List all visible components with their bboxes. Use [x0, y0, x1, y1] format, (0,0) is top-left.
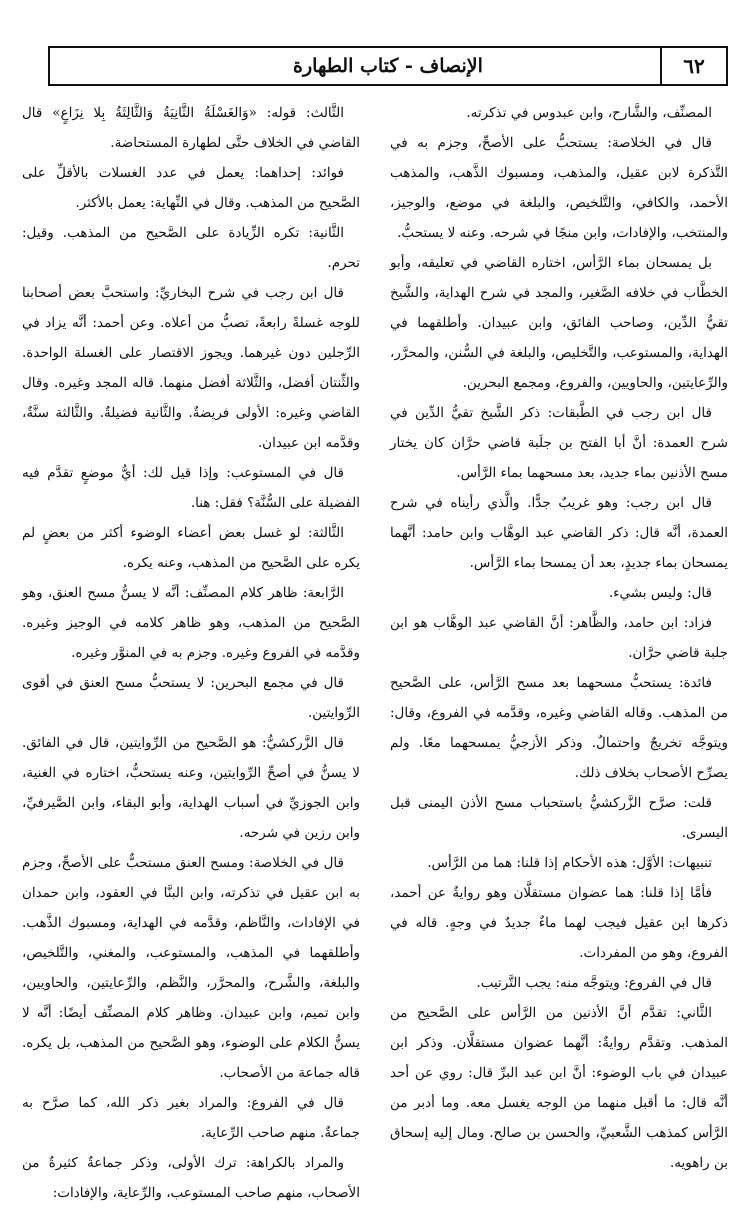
paragraph: قال ابن رجب في شرح البخاريِّ: واستحبَّ بعض أصحابنا للوجه غسلةً رابعةً، تصبُّ من أعلاه. وعن أحمد: أنَّه يزاد في الرِّجلين دون غيرهما. ويجوز الاقتصار على الغسلة الواحدة. والثِّنتان أفضل، والثَّلاثة أفضل منهما. قاله المجد وغيره. وقال القاضي وغيره: الأولى فريضةٌ. والثَّانية فضيلةٌ. والثَّالثة سنَّةٌ، وقدَّمه ابن عبيدان.	[22, 285, 360, 451]
left-column	[22, 98, 360, 1201]
paragraph: فأمَّا إذا قلنا: هما عضوان مستقلَّان وهو روايةٌ عن أحمد، ذكرها ابن عقيل فيجب لهما ماءٌ جديدٌ في وجهٍ. قاله في الفروع، وهو من المفردات.	[390, 885, 728, 961]
paragraph: الثَّاني: تقدَّم أنَّ الأذنين من الرَّأس على الصَّحيح من المذهب. وتقدَّم روايةٌ: أنَّهما عضوان مستقلَّان. وذكر ابن عبيدان في باب الوضوء: أنَّ ابن عبد البرِّ قال: روي عن أحد أنَّه قال: ما أقبل منهما من الوجه يغسل معه. وما أدبر من الرَّأس كمذهب الشَّعبيِّ، والحسن بن صالح. ومال إليه إسحاق بن راهويه.	[390, 1005, 728, 1171]
paragraph: والمراد بالكراهة: ترك الأولى، وذكر جماعةٌ كثيرةٌ من الأصحاب، منهم صاحب المستوعب، والرِّعاية، والإفادات:	[22, 1155, 360, 1201]
paragraph: فوائد: إحداهما: يعمل في عدد الغسلات بالأقلِّ على الصَّحيح من المذهب. وقال في النِّهاية: يعمل بالأكثر.	[22, 165, 360, 211]
paragraph: بل يمسحان بماء الرَّأس، اختاره القاضي في تعليقه، وأبو الخطَّاب في خلافه الصَّغير، والمجد في شرح الهداية، والشَّيخ تقيُّ الدِّين، وصاحب الفائق، وابن عبيدان. وأطلقهما في الهداية، والمستوعب، والتَّخليص، والبلغة في السُّنن، والمحرَّر، والرِّعايتين، والحاويين، والفروع، ومجمع البحرين.	[390, 255, 728, 391]
paragraph: قال في الفروع: ويتوجَّه منه: يجب التَّرتيب.	[476, 975, 712, 991]
paragraph: فائدة: يستحبُّ مسحهما بعد مسح الرَّأس، على الصَّحيح من المذهب. وقاله القاضي وغيره، وقدَّمه في الفروع، وقال: ويتوجَّه تخريجٌ واحتمالٌ. وذكر الأزجيُّ يمسحهما معًا. ولم يصرِّح الأصحاب بخلاف ذلك.	[390, 675, 728, 781]
paragraph: قال في مجمع البحرين: لا يستحبُّ مسح العنق في أقوى الرِّوايتين.	[22, 675, 360, 721]
paragraph: قال في الخلاصة: ومسح العنق مستحبٌّ على الأصحِّ، وجزم به ابن عقيل في تذكرته، وابن البنَّا في العقود، وابن حمدان في الإفادات، والنَّاظم، وقدَّمه في الهداية، ومسبوك الذَّهب. وأطلقهما في المذهب، والمستوعب، والمغني، والتَّلخيص، والبلغة، والشَّرح، والمحرَّر، والنَّظم، والرِّعايتين، والحاويين، وابن تميم، وابن عبيدان. وظاهر كلام المصنِّف أيضًا: أنَّه لا يسنُّ الكلام على الوضوء، وهو الصَّحيح من المذهب، بل يكره. قاله جماعة من الأصحاب.	[22, 855, 360, 1081]
paragraph: الرَّابعة: ظاهر كلام المصنِّف: أنَّه لا يسنُّ مسح العنق، وهو الصَّحيح من المذهب، وهو ظاهر كلامه في الوجيز وغيره. وقدَّمه في الفروع وغيره. وجزم به في المنوَّر وغيره.	[22, 585, 360, 661]
paragraph: قال في المستوعب: وإذا قيل لك: أيُّ موضعٍ تقدَّم فيه الفضيلة على السُّنَّة؟ فقل: هنا.	[22, 465, 360, 511]
page-number: ٦٢	[660, 48, 726, 84]
paragraph: قال ابن رجب: وهو غريبٌ جدًّا. والَّذي رأيناه في شرح العمدة، أنَّه قال: ذكر القاضي عبد الوهَّاب وابن حامد: أنَّهما يمسحان بماء جديدٍ، بعد أن يمسحا بماء الرَّأس.	[390, 495, 728, 571]
running-header	[48, 46, 728, 86]
paragraph: قال في الخلاصة: يستحبُّ على الأصحِّ، وجزم به في التَّذكرة لابن عقيل، والمذهب، ومسبوك الذَّهب، والمذهب الأحمد، والكافي، والتَّلخيص، والبلغة في موضع، والوجيز، والمنتخب، والإفادات، وابن منجًا في شرحه. وعنه لا يستحبُّ.	[390, 135, 728, 241]
paragraph: الثَّانية: تكره الزِّيادة على الصَّحيح من المذهب. وقيل: تحرم.	[22, 225, 360, 271]
paragraph: المصنِّف، والشَّارح، وابن عبدوس في تذكرته.	[466, 105, 712, 121]
paragraph: الثَّالثة: لو غسل بعض أعضاء الوضوء أكثر من بعضٍ لم يكره على الصَّحيح من المذهب، وعنه يكره.	[22, 525, 360, 571]
paragraph: قال: وليس بشيء.	[608, 585, 712, 601]
paragraph: تنبيهات: الأوَّل: هذه الأحكام إذا قلنا: هما من الرَّأس.	[427, 855, 712, 871]
right-column	[390, 98, 728, 1171]
paragraph: قال ابن رجب في الطَّبقات: ذكر الشَّيخ تقيُّ الدِّين في شرح العمدة: أنَّ أبا الفتح بن جلَبة قاضي حرَّان كان يختار مسح الأذنين بماء جديد، بعد مسحهما بماء الرَّأس.	[390, 405, 728, 481]
paragraph: قلت: صرَّح الزَّركشيُّ باستحباب مسح الأذن اليمنى قبل اليسرى.	[390, 795, 728, 841]
running-title: الإنصاف - كتاب الطهارة	[293, 55, 483, 77]
paragraph: فزاد: ابن حامد، والظَّاهر: أنَّ القاضي عبد الوهَّاب هو ابن جلبة قاضي حرَّان.	[390, 615, 728, 661]
paragraph: قال الزَّركشيُّ: هو الصَّحيح من الرِّوايتين، قال في الفائق. لا يسنُّ في أصحِّ الرِّوايتين، وعنه يستحبُّ، اختاره في الغنية، وابن الجوزيِّ في أسباب الهداية، وأبو البقاء، وابن الصَّيرفيِّ، وابن رزين في شرحه.	[22, 735, 360, 841]
paragraph: الثَّالث: قوله: «وَالغَسْلَةُ الثَّانِيَةُ وَالثَّالِثَةُ بِلا نِزَاعٍ» قال القاضي في الخلاف حتَّى لطهارة المستحاضة.	[22, 105, 360, 151]
paragraph: قال في الفروع: والمراد بغير ذكر الله، كما صرَّح به جماعةٌ. منهم صاحب الرِّعاية.	[22, 1095, 360, 1141]
